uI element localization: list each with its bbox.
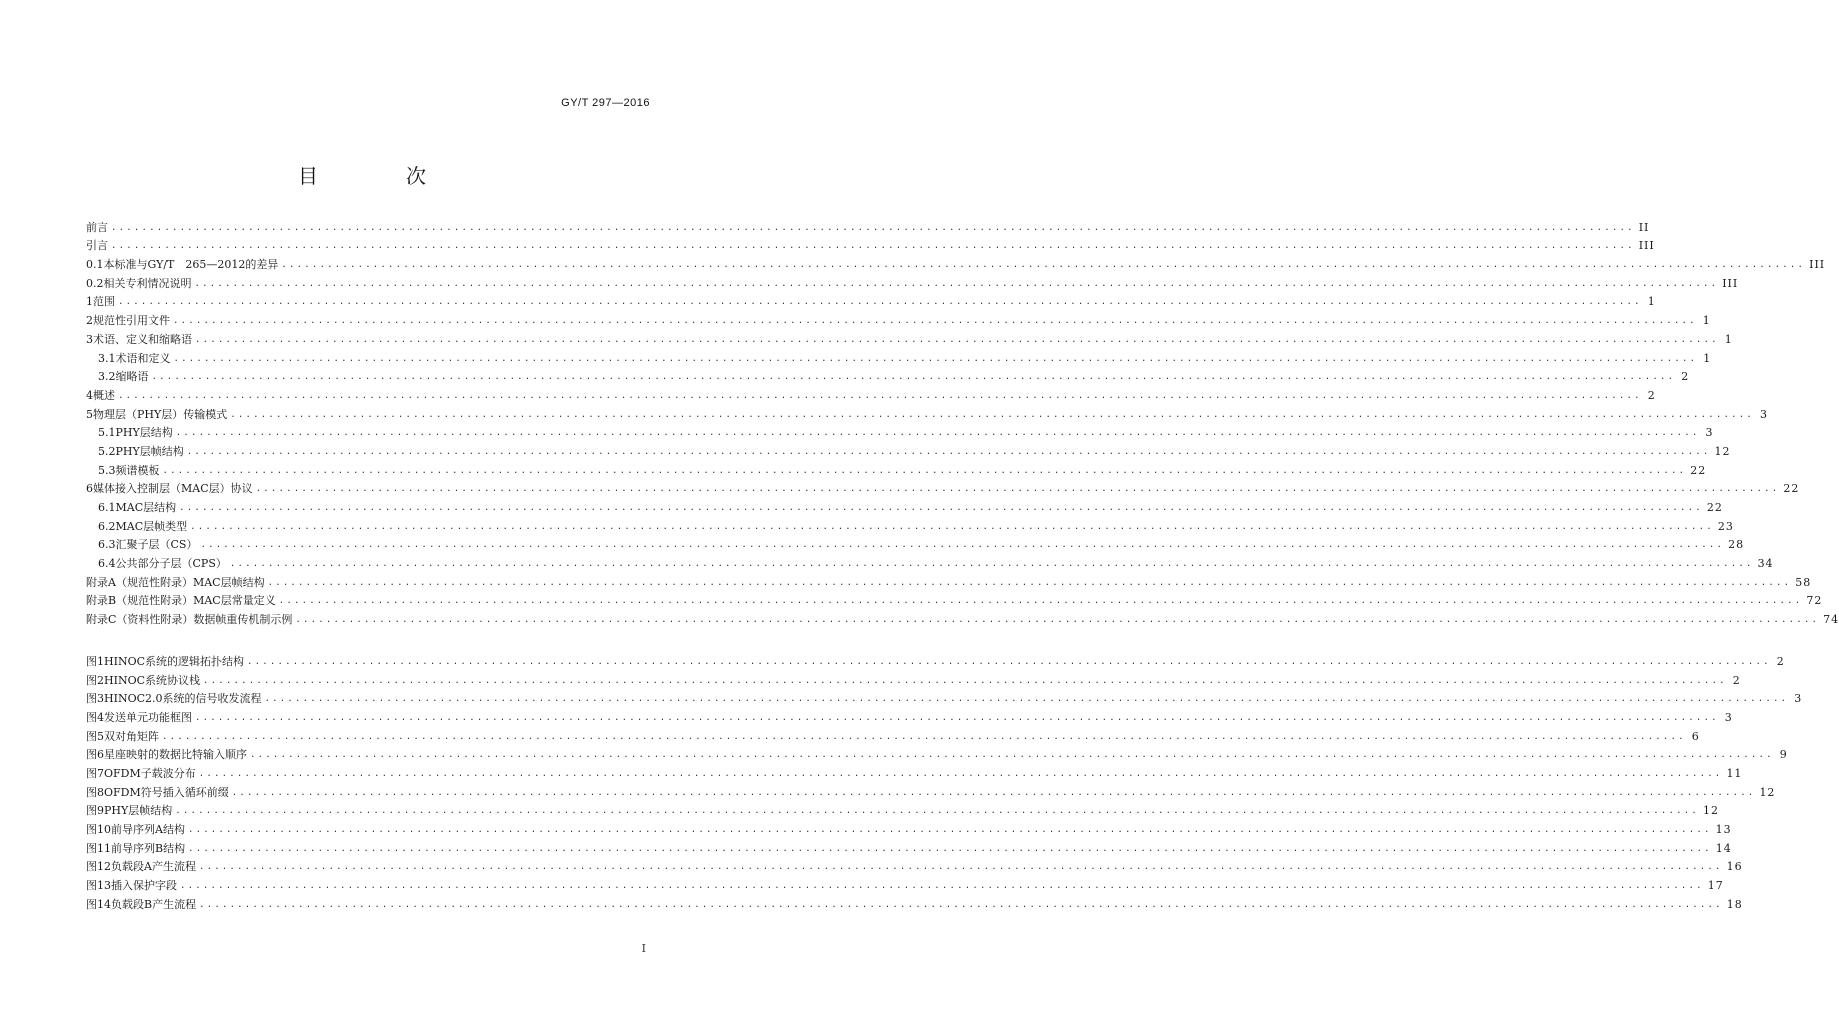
- toc-dot-leader: ........................................................................................................................................................................................................: [195, 712, 1719, 723]
- toc-entry[interactable]: [86, 800, 1719, 819]
- toc-dot-leader: ........................................................................................................................................................................................................: [231, 787, 1756, 798]
- toc-entry-page: 28: [1728, 538, 1745, 552]
- toc-entry-title: 数据帧重传机制示例: [193, 613, 293, 627]
- toc-divider-gap: [86, 627, 650, 650]
- toc-entry-title: 媒体接入控制层（MAC层）协议: [93, 482, 253, 496]
- toc-entry-page: 2: [1732, 673, 1741, 687]
- document-number: GY/T 297—2016: [561, 97, 650, 109]
- toc-entry-page: 22: [1706, 501, 1723, 514]
- toc-dot-leader: ........................................................................................................................................................................................................: [175, 806, 1699, 817]
- page-title: 目 次: [298, 164, 460, 188]
- toc-entry-number: 图7: [86, 766, 104, 780]
- toc-dot-leader: ........................................................................................................................................................................................................: [203, 675, 1727, 686]
- toc-entry-title: 前导序列B结构: [111, 841, 186, 855]
- toc-entry[interactable]: [86, 608, 1839, 627]
- toc-entry[interactable]: [86, 781, 1776, 800]
- toc-entry-title: 负载段B产生流程: [111, 897, 197, 911]
- toc-entry-number: 6.3: [98, 538, 116, 552]
- toc-entry-title: PHY层结构: [115, 426, 173, 440]
- toc-entry[interactable]: [86, 496, 1723, 515]
- toc-entry-title: HINOC系统协议栈: [104, 673, 200, 687]
- toc-dot-leader: ........................................................................................................................................................................................................: [111, 241, 1635, 252]
- toc-entry-title: 插入保护字段: [111, 879, 177, 893]
- page-number: I: [641, 942, 646, 955]
- toc-figure-list: [86, 650, 1803, 912]
- toc-entry-page: 18: [1726, 897, 1743, 911]
- toc-entry-title: OFDM子载波分布: [104, 766, 196, 780]
- toc-entry[interactable]: [86, 818, 1732, 837]
- toc-entry[interactable]: [86, 328, 1733, 347]
- toc-entry-page: 23: [1717, 519, 1734, 533]
- toc-entry-number: 0.2: [86, 276, 104, 290]
- toc-entry-page: 14: [1715, 841, 1732, 855]
- toc-entry-title: 前言: [86, 220, 108, 234]
- toc-entry-title: 公共部分子层（CPS）: [115, 557, 227, 571]
- toc-dot-leader: ........................................................................................................................................................................................................: [230, 409, 1754, 420]
- toc-entry-page: 34: [1757, 557, 1774, 571]
- toc-entry-title: 规范性引用文件: [93, 314, 170, 328]
- toc-entry-number: 图10: [86, 823, 111, 836]
- toc-entry[interactable]: [86, 403, 1768, 422]
- toc-dot-leader: ........................................................................................................................................................................................................: [118, 390, 1642, 401]
- toc-dot-leader: ........................................................................................................................................................................................................: [118, 297, 1642, 308]
- toc-entry-page: 17: [1707, 879, 1724, 893]
- toc-entry-number: 图5: [86, 729, 104, 743]
- toc-entry-page: 12: [1759, 785, 1776, 799]
- toc-entry-page: 58: [1795, 575, 1812, 589]
- toc-entry-number: 图2: [86, 673, 104, 687]
- toc-entry-page: 6: [1691, 729, 1700, 743]
- toc-entry-number: 图1: [86, 654, 104, 668]
- toc-entry-page: 2: [1647, 388, 1656, 402]
- toc-entry-number: 5.3: [98, 463, 116, 477]
- toc-entry-page: 11: [1726, 766, 1743, 780]
- toc-entry-title: MAC层帧类型: [115, 519, 188, 533]
- toc-entry[interactable]: [86, 384, 1656, 403]
- toc-dot-leader: ........................................................................................................................................................................................................: [278, 596, 1803, 607]
- toc-dot-leader: ........................................................................................................................................................................................................: [111, 222, 1635, 233]
- toc-dot-leader: ........................................................................................................................................................................................................: [281, 260, 1806, 271]
- toc-entry-number: 3: [86, 332, 93, 346]
- toc-entry-title: MAC层结构: [115, 501, 177, 514]
- toc-dot-leader: ........................................................................................................................................................................................................: [247, 656, 1771, 667]
- toc-dot-leader: ........................................................................................................................................................................................................: [198, 862, 1723, 873]
- toc-entry-number: 图9: [86, 804, 104, 818]
- toc-entry-number: 图6: [86, 748, 104, 762]
- toc-entry-page: 12: [1714, 444, 1731, 458]
- toc-entry-title: 频谱模板: [115, 463, 160, 477]
- toc-entry-page: 72: [1806, 594, 1823, 608]
- toc-dot-leader: ........................................................................................................................................................................................................: [229, 559, 1754, 570]
- toc-entry[interactable]: [86, 534, 1745, 553]
- toc-dot-leader: ........................................................................................................................................................................................................: [180, 881, 1704, 892]
- toc-entry-number: 5.2: [98, 444, 116, 458]
- toc-entry[interactable]: [86, 744, 1788, 763]
- toc-entry-number: 4: [86, 388, 93, 402]
- toc-entry[interactable]: [86, 893, 1743, 912]
- toc-entry-title: 物理层（PHY层）传输模式: [93, 407, 228, 421]
- toc-entry-number: 2: [86, 314, 93, 328]
- toc-entry-title: 星座映射的数据比特输入顺序: [104, 748, 247, 762]
- toc-entry[interactable]: [86, 235, 1655, 254]
- toc-entry[interactable]: [86, 590, 1823, 609]
- toc-entry[interactable]: [86, 650, 1785, 669]
- toc-entry-title: MAC层常量定义: [193, 594, 276, 608]
- toc-entry-page: 1: [1647, 295, 1656, 309]
- toc-entry-title: 缩略语: [115, 370, 149, 384]
- toc-entry-title: HINOC2.0系统的信号收发流程: [104, 692, 262, 706]
- toc-entry[interactable]: [86, 725, 1700, 744]
- toc-entry-number: 图4: [86, 710, 104, 724]
- toc-entry[interactable]: [86, 366, 1690, 385]
- toc-entry-number: 附录A（规范性附录）: [86, 575, 193, 589]
- toc-entry[interactable]: [86, 874, 1724, 893]
- toc-entry-title: PHY层帧结构: [104, 804, 173, 818]
- toc-entry-page: 22: [1690, 463, 1707, 477]
- toc-entry-title: 前导序列A结构: [111, 823, 185, 836]
- toc-entry-title: HINOC系统的逻辑拓扑结构: [104, 654, 244, 668]
- toc-entry[interactable]: [86, 706, 1733, 725]
- toc-dot-leader: ........................................................................................................................................................................................................: [162, 465, 1687, 476]
- toc-entry-number: 图14: [86, 897, 111, 911]
- toc-dot-leader: ........................................................................................................................................................................................................: [173, 316, 1697, 327]
- toc-entry-title: 本标准与GY/T 265—2012的差异: [103, 258, 279, 272]
- toc-entry-page: 16: [1726, 860, 1743, 874]
- toc-entry-page: 3: [1759, 407, 1768, 421]
- toc-dot-leader: ........................................................................................................................................................................................................: [200, 540, 1725, 551]
- toc-entry-number: 图11: [86, 841, 111, 855]
- toc-dot-leader: ........................................................................................................................................................................................................: [186, 446, 1711, 457]
- toc-entry-title: 术语和定义: [115, 351, 171, 365]
- table-of-contents: [86, 216, 1839, 912]
- toc-entry-title: 概述: [93, 388, 115, 402]
- toc-dot-leader: ........................................................................................................................................................................................................: [255, 484, 1780, 495]
- toc-dot-leader: ........................................................................................................................................................................................................: [162, 731, 1686, 742]
- toc-entry-page: 74: [1823, 613, 1839, 627]
- toc-entry-number: 图3: [86, 692, 104, 706]
- toc-entry-number: 附录B（规范性附录）: [86, 594, 194, 608]
- toc-entry-number: 5: [86, 407, 93, 421]
- toc-entry[interactable]: [86, 669, 1741, 688]
- toc-entry-page: 12: [1702, 804, 1719, 818]
- toc-entry-number: 5.1: [98, 426, 116, 440]
- toc-entry-page: 2: [1681, 370, 1690, 384]
- toc-entry-number: 6.4: [98, 557, 116, 571]
- toc-entry-title: 范围: [93, 295, 115, 309]
- toc-dot-leader: ........................................................................................................................................................................................................: [173, 353, 1698, 364]
- toc-dot-leader: ........................................................................................................................................................................................................: [179, 503, 1703, 513]
- toc-entry[interactable]: [86, 291, 1656, 310]
- toc-entry[interactable]: [86, 253, 1826, 272]
- toc-dot-leader: ........................................................................................................................................................................................................: [175, 428, 1700, 439]
- toc-entry[interactable]: [86, 216, 1650, 235]
- toc-entry[interactable]: [86, 272, 1739, 291]
- toc-dot-leader: ........................................................................................................................................................................................................: [295, 615, 1820, 626]
- toc-entry-title: 负载段A产生流程: [111, 860, 196, 874]
- toc-entry-page: 2: [1776, 654, 1785, 668]
- toc-entry-title: 汇聚子层（CS）: [115, 538, 198, 552]
- toc-entry[interactable]: [86, 571, 1812, 590]
- toc-entry-number: 图8: [86, 785, 104, 799]
- toc-entry-number: 0.1: [86, 258, 104, 272]
- toc-entry-number: 图13: [86, 879, 111, 893]
- toc-section-list: [86, 216, 1839, 627]
- toc-entry-title: 引言: [86, 239, 108, 253]
- toc-entry-title: 术语、定义和缩略语: [93, 332, 192, 346]
- toc-entry-page: 1: [1702, 314, 1711, 328]
- toc-entry-number: 1: [86, 295, 93, 309]
- toc-entry-number: 6.1: [98, 501, 116, 514]
- toc-entry-page: II: [1638, 220, 1650, 234]
- toc-entry[interactable]: [86, 309, 1711, 328]
- toc-dot-leader: ........................................................................................................................................................................................................: [195, 334, 1719, 345]
- toc-dot-leader: ........................................................................................................................................................................................................: [151, 372, 1676, 383]
- toc-dot-leader: ........................................................................................................................................................................................................: [198, 768, 1723, 779]
- toc-entry-page: 3: [1705, 426, 1714, 440]
- toc-entry[interactable]: [86, 515, 1734, 534]
- toc-entry-page: 9: [1779, 748, 1788, 762]
- toc-entry-number: 6: [86, 482, 93, 496]
- toc-dot-leader: ........................................................................................................................................................................................................: [188, 843, 1712, 854]
- toc-dot-leader: ........................................................................................................................................................................................................: [187, 825, 1712, 835]
- toc-entry[interactable]: [86, 422, 1714, 441]
- toc-entry[interactable]: [86, 440, 1731, 459]
- toc-entry[interactable]: [86, 762, 1743, 781]
- toc-entry-title: 相关专利情况说明: [103, 276, 192, 290]
- toc-dot-leader: ........................................................................................................................................................................................................: [264, 694, 1789, 705]
- toc-entry-page: III: [1638, 239, 1655, 253]
- toc-dot-leader: ........................................................................................................................................................................................................: [194, 278, 1719, 289]
- toc-entry-number: 3.2: [98, 370, 116, 384]
- toc-entry[interactable]: [86, 837, 1732, 856]
- toc-entry[interactable]: [86, 552, 1774, 571]
- toc-entry-number: 3.1: [98, 351, 116, 365]
- toc-dot-leader: ........................................................................................................................................................................................................: [267, 577, 1792, 588]
- toc-entry-title: OFDM符号插入循环前缀: [104, 785, 229, 799]
- toc-entry[interactable]: [86, 856, 1743, 875]
- toc-entry-title: 双对角矩阵: [104, 729, 159, 743]
- toc-entry[interactable]: [86, 347, 1712, 366]
- toc-entry-page: III: [1722, 276, 1739, 290]
- toc-dot-leader: ........................................................................................................................................................................................................: [199, 899, 1723, 910]
- toc-entry-page: 3: [1794, 692, 1803, 706]
- toc-entry-number: 附录C（资料性附录）: [86, 613, 194, 627]
- toc-dot-leader: ........................................................................................................................................................................................................: [250, 750, 1774, 761]
- toc-entry-page: 1: [1724, 332, 1733, 346]
- toc-entry-page: 22: [1783, 482, 1800, 496]
- toc-entry-page: 3: [1724, 710, 1733, 724]
- toc-entry-page: 13: [1715, 823, 1732, 836]
- toc-entry-page: III: [1809, 258, 1826, 272]
- toc-entry[interactable]: [86, 459, 1707, 478]
- toc-entry-number: 6.2: [98, 519, 116, 533]
- toc-dot-leader: ........................................................................................................................................................................................................: [190, 521, 1714, 532]
- toc-entry-title: MAC层帧结构: [192, 575, 265, 589]
- toc-entry[interactable]: [86, 478, 1800, 497]
- toc-entry-number: 图12: [86, 860, 111, 874]
- toc-entry-title: PHY层帧结构: [115, 444, 184, 458]
- toc-entry-title: 发送单元功能框图: [104, 710, 192, 724]
- toc-entry[interactable]: [86, 688, 1803, 707]
- toc-entry-page: 1: [1703, 351, 1712, 365]
